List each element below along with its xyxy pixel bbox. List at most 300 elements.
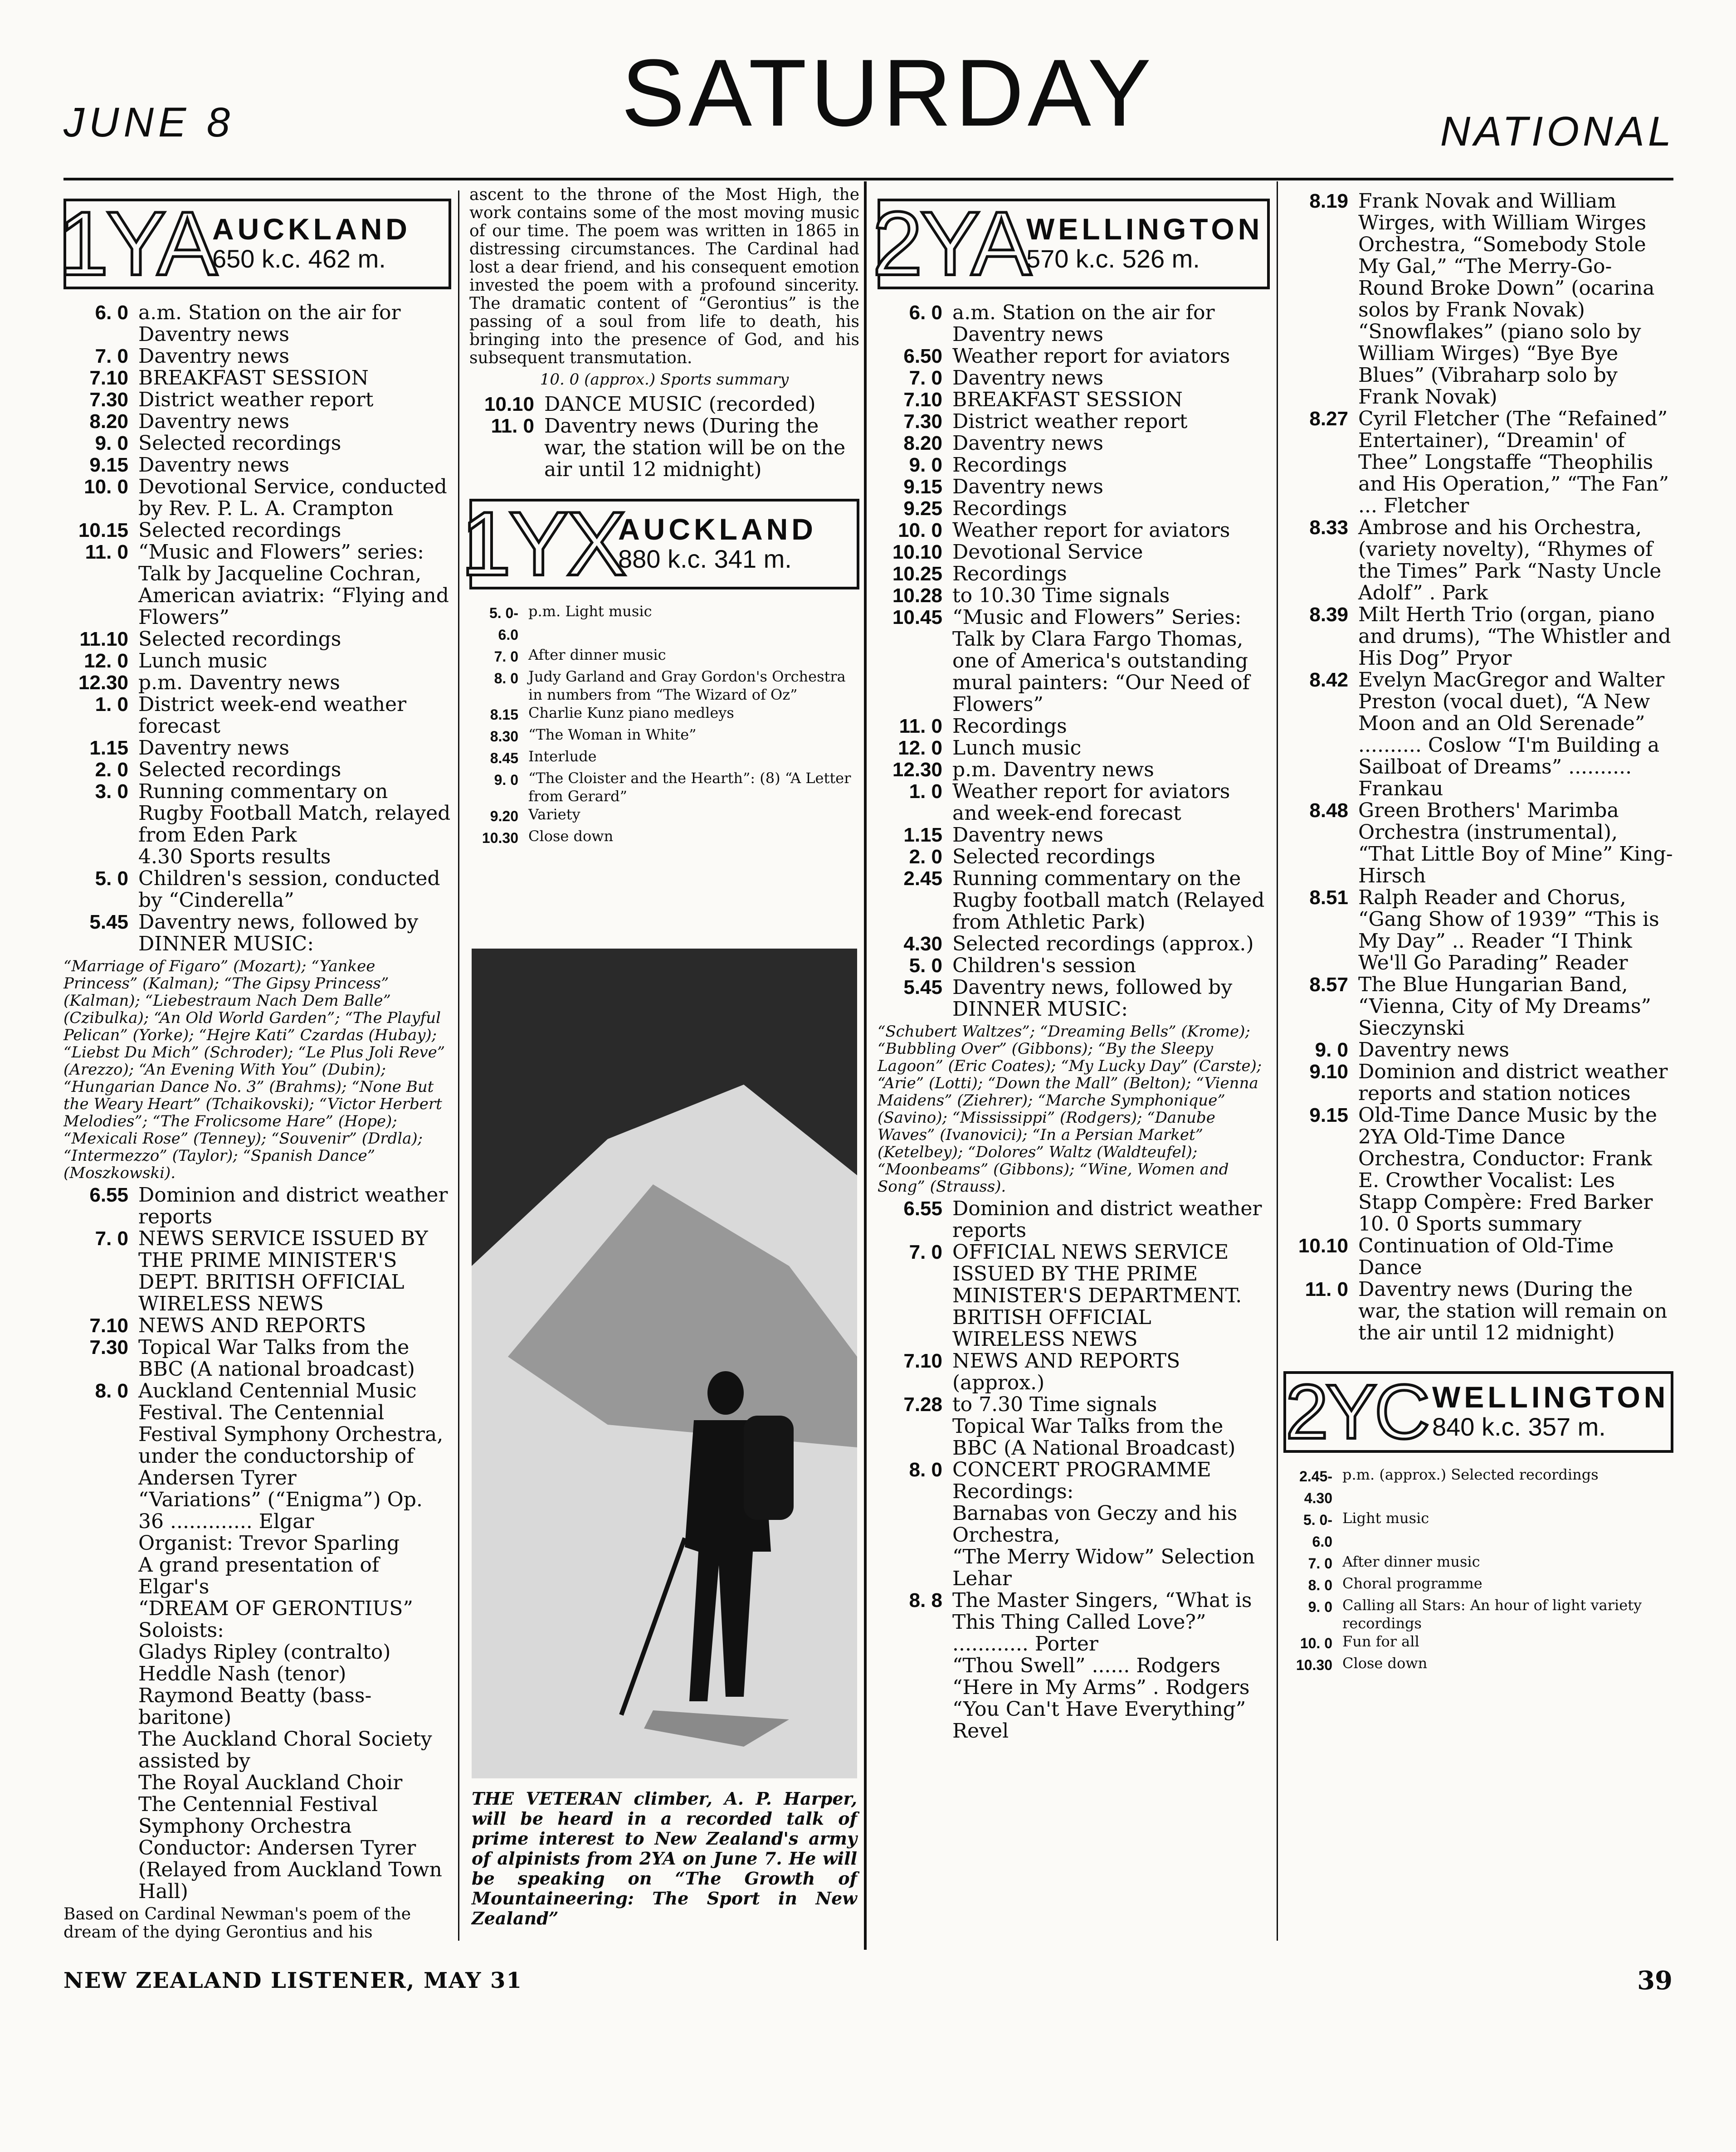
programme-title: Selected recordings xyxy=(952,845,1156,868)
programme-title: Auckland Centennial Music Festival. The Centennial Festival Symphony Orchestra, under the conductorship of Andersen Tyrer xyxy=(138,1379,444,1490)
programme-entry xyxy=(1283,1279,1673,1344)
programme-entry xyxy=(63,781,451,846)
programme-entry xyxy=(469,747,859,769)
programme-time: 7.10 xyxy=(89,1315,128,1337)
programme-entry xyxy=(1283,1466,1673,1509)
programme-time: 8.39 xyxy=(1309,604,1348,626)
programme-time: 11. 0 xyxy=(491,415,534,437)
programme-title: Topical War Talks from the BBC (A National Broadcast) xyxy=(952,1415,1236,1460)
programme-time: 8. 8 xyxy=(909,1589,942,1612)
programme-entry xyxy=(63,1184,451,1228)
programme-time: 7.10 xyxy=(89,367,128,389)
programme-entry xyxy=(469,704,859,725)
programme-time: 12. 0 xyxy=(84,650,128,672)
programme-time xyxy=(878,1699,952,1742)
programme-title: Calling all Stars: An hour of light variety recordings xyxy=(1342,1597,1642,1632)
programme-entry xyxy=(63,411,451,433)
programme-entry xyxy=(469,769,859,805)
programme-entry xyxy=(1283,1553,1673,1574)
station-mark: 2YC xyxy=(1285,1369,1428,1455)
programme-time: 8.42 xyxy=(1309,669,1348,691)
programme-time: 8.48 xyxy=(1309,799,1348,822)
programme-title: OFFICIAL NEWS SERVICE ISSUED BY THE PRIME MINISTER'S DEPARTMENT. BRITISH OFFICIAL WIRELESS NEWS xyxy=(952,1241,1242,1351)
programme-entry xyxy=(1283,669,1673,800)
station-city: WELLINGTON xyxy=(1026,212,1263,246)
programme-title: “Here in My Arms” . Rodgers xyxy=(952,1676,1250,1699)
programme-entry xyxy=(469,805,859,827)
programme-title: Dominion and district weather reports xyxy=(952,1197,1262,1242)
programme-entry xyxy=(63,389,451,411)
programme-time: 7. 0 xyxy=(494,648,518,665)
programme-title: Daventry news xyxy=(1358,1038,1509,1061)
programme-title: After dinner music xyxy=(528,646,666,663)
programme-title: Daventry news xyxy=(138,736,289,760)
programme-entry xyxy=(878,1699,1270,1742)
dinner-music-list: “Marriage of Figaro” (Mozart); “Yankee Princess” (Kalman); “The Gipsy Princess” (Kalman); “Liebestraum Nach Dem Balle” (Czibulka); “An Old World Garden”; “The Playful Pelican” (Yorke); “Hejre Kati” Czardas (Hubay); “Liebst Du Mich” (Schroder); “Le Plus Joli Reve” (Arezzo); “An Evening With You” (Dubin); “Hungarian Dance No. 3” (Brahms); “None But the Weary Heart” (Tchaikovski); “Victor Herbert Melodies”; “The Frolicsome Hare” (Hope); “Mexicali Rose” (Tenney); “Souvenir” (Drdla); “Intermezzo” (Taylor); “Spanish Dance” (Moszkowski). xyxy=(63,957,445,1182)
concert-line: Conductor: Andersen Tyrer xyxy=(138,1836,416,1860)
programme-entry xyxy=(63,520,451,541)
programme-title: a.m. Station on the air for Daventry news xyxy=(952,301,1215,346)
programme-list xyxy=(63,1184,451,1489)
programme-title: “Music and Flowers” series: Talk by Jacqueline Cochran, American aviatrix: “Flying and Flowers” xyxy=(138,540,449,629)
programme-title: Lunch music xyxy=(138,649,268,672)
programme-time: 10.28 xyxy=(892,584,942,607)
programme-list xyxy=(878,1198,1270,1481)
programme-time: 6.50 xyxy=(903,345,942,367)
concert-line: (Relayed from Auckland Town Hall) xyxy=(138,1858,442,1903)
station-city: WELLINGTON xyxy=(1432,1380,1669,1414)
programme-entry xyxy=(63,650,451,672)
programme-entry xyxy=(878,1590,1270,1655)
programme-entry xyxy=(469,602,859,646)
programme-time: 8.51 xyxy=(1309,886,1348,909)
programme-entry xyxy=(878,433,1270,454)
programme-title: p.m. Light music xyxy=(528,603,652,620)
programme-title: 4.30 Sports results xyxy=(138,845,331,868)
climber-image xyxy=(472,949,857,1778)
programme-entry xyxy=(469,394,859,415)
programme-entry xyxy=(63,476,451,520)
programme-time: 2. 0 xyxy=(95,759,128,781)
programme-entry xyxy=(878,1350,1270,1394)
station-city: AUCKLAND xyxy=(618,512,817,546)
programme-entry xyxy=(63,868,451,911)
programme-title: Daventry news xyxy=(952,366,1103,390)
station-mark: 2YA xyxy=(872,193,1029,294)
programme-entry xyxy=(878,389,1270,411)
programme-time: 7. 0 xyxy=(1308,1555,1332,1572)
programme-time: 9. 0 xyxy=(494,772,518,788)
programme-entry xyxy=(1283,517,1673,604)
programme-time: 12.30 xyxy=(78,672,128,694)
programme-title: Ambrose and his Orchestra, (variety novelty), “Rhymes of the Times” Park “Nasty Uncle Adolf” . Park xyxy=(1358,516,1662,604)
concert-line: Soloists: xyxy=(138,1619,224,1642)
programme-title: Recordings xyxy=(952,497,1067,520)
programme-entry xyxy=(63,628,451,650)
programme-time: 6. 0 xyxy=(95,302,128,324)
concert-line: Heddle Nash (tenor) xyxy=(138,1662,346,1685)
programme-time: 2.45-4.30 xyxy=(1299,1468,1332,1506)
programme-title: Devotional Service xyxy=(952,540,1143,564)
programme-title: Weather report for aviators xyxy=(952,345,1230,368)
programme-time: 10.10 xyxy=(892,541,942,563)
concert-line: The Royal Auckland Choir xyxy=(138,1771,403,1794)
programme-entry xyxy=(878,1677,1270,1699)
programme-entry xyxy=(63,846,451,868)
programme-entry xyxy=(63,911,451,955)
programme-time: 11. 0 xyxy=(899,715,942,737)
programme-time: 10.10 xyxy=(484,393,534,415)
programme-time: 8. 0 xyxy=(95,1380,128,1402)
programme-time: 8.33 xyxy=(1309,516,1348,539)
programme-entry xyxy=(878,1198,1270,1242)
programme-time: 9.15 xyxy=(903,476,942,498)
programme-time: 11. 0 xyxy=(85,541,128,563)
programme-entry xyxy=(1283,408,1673,517)
programme-time: 10.30 xyxy=(482,830,518,846)
programme-time: 7.28 xyxy=(903,1393,942,1416)
programme-entry xyxy=(63,759,451,781)
programme-time: 9.25 xyxy=(903,497,942,520)
programme-title: Choral programme xyxy=(1342,1575,1482,1592)
station-frequency: 840 k.c. 357 m. xyxy=(1432,1412,1606,1441)
concert-line: The Centennial Festival Symphony Orchestra xyxy=(138,1793,378,1838)
programme-time: 7. 0 xyxy=(95,345,128,367)
programme-entry xyxy=(1283,1105,1673,1213)
programme-entry xyxy=(878,563,1270,585)
programme-entry xyxy=(469,667,859,704)
publication-footer: NEW ZEALAND LISTENER, MAY 31 xyxy=(63,1968,522,1993)
programme-time: 5. 0-6.0 xyxy=(489,605,518,643)
programme-title: Recordings xyxy=(952,562,1067,585)
programme-title: Selected recordings xyxy=(138,628,341,651)
programme-time: 2.45 xyxy=(903,867,942,890)
concert-line: Gladys Ripley (contralto) xyxy=(138,1641,391,1664)
programme-title: Daventry news (During the war, the station will be on the air until 12 midnight) xyxy=(544,414,846,481)
programme-title: p.m. Daventry news xyxy=(138,671,340,694)
programme-title: Children's session xyxy=(952,954,1136,977)
programme-title: Lunch music xyxy=(952,736,1082,760)
programme-entry xyxy=(878,520,1270,541)
concert-line: Organist: Trevor Sparling xyxy=(138,1532,400,1555)
programme-title: NEWS AND REPORTS (approx.) xyxy=(952,1349,1180,1394)
programme-time: 3. 0 xyxy=(95,780,128,803)
programme-time: 8.45 xyxy=(490,750,518,766)
programme-title: Continuation of Old-Time Dance xyxy=(1358,1234,1614,1279)
programme-title: Frank Novak and William Wirges, with William Wirges Orchestra, “Somebody Stole My Gal,” “The Merry-Go-Round Broke Down” (ocarina solos by Frank Novak) “Snowflakes” (piano solo by William Wirges) “Bye Bye Blues” (Vibraharp solo by Frank Novak) xyxy=(1358,190,1655,409)
programme-title: Daventry news xyxy=(952,432,1103,455)
programme-time: 4.30 xyxy=(903,933,942,955)
programme-title: CONCERT PROGRAMME xyxy=(952,1458,1211,1481)
programme-list xyxy=(878,302,1270,1020)
programme-time: 7. 0 xyxy=(909,367,942,389)
programme-time: 5. 0 xyxy=(909,954,942,977)
concert-line: Barnabas von Geczy and his Orchestra, xyxy=(952,1502,1238,1547)
column-4 xyxy=(1283,190,1673,1676)
programme-time: 5. 0 xyxy=(95,867,128,890)
programme-time: 10.15 xyxy=(78,519,128,541)
page-number: 39 xyxy=(1637,1966,1673,1996)
concert-line: Lehar xyxy=(952,1567,1012,1590)
programme-title: 10. 0 Sports summary xyxy=(1358,1212,1582,1236)
programme-title: BREAKFAST SESSION xyxy=(138,366,369,390)
programme-title: Milt Herth Trio (organ, piano and drums), “The Whistler and His Dog” Pryor xyxy=(1358,603,1671,670)
programme-time xyxy=(1283,1213,1358,1235)
programme-entry xyxy=(1283,1039,1673,1061)
station-frequency: 570 k.c. 526 m. xyxy=(1026,244,1200,273)
programme-time: 2. 0 xyxy=(909,846,942,868)
header-rule xyxy=(63,178,1673,180)
programme-title: Daventry news (During the war, the station will remain on the air until 12 midnight) xyxy=(1358,1278,1668,1344)
programme-title: Light music xyxy=(1342,1509,1429,1527)
programme-time: 10. 0 xyxy=(84,476,128,498)
programme-time: 9.15 xyxy=(1309,1104,1348,1126)
column-1yA xyxy=(58,186,451,1942)
programme-entry xyxy=(878,824,1270,846)
programme-time: 8.57 xyxy=(1309,974,1348,996)
station-logo-2yc xyxy=(1283,1371,1673,1453)
concert-line: “Variations” (“Enigma”) Op. 36 ............. Elgar xyxy=(138,1488,423,1533)
footnote: Based on Cardinal Newman's poem of the dream of the dying Gerontius and his xyxy=(63,1905,411,1942)
programme-entry xyxy=(63,541,451,628)
programme-time: 10.45 xyxy=(892,606,942,628)
programme-entry xyxy=(63,672,451,694)
programme-entry xyxy=(469,415,859,481)
programme-title: Daventry news xyxy=(138,345,289,368)
programme-entry xyxy=(63,346,451,367)
programme-entry xyxy=(878,716,1270,737)
programme-entry xyxy=(878,302,1270,346)
programme-title: Close down xyxy=(1342,1655,1428,1672)
column-divider xyxy=(1277,181,1278,1941)
programme-entry xyxy=(878,933,1270,955)
programme-title: Children's session, conducted by “Cinderella” xyxy=(138,867,440,912)
column-divider xyxy=(864,181,867,1950)
programme-time: 6.55 xyxy=(89,1184,128,1206)
programme-title: “The Cloister and the Hearth”: (8) “A Letter from Gerard” xyxy=(528,769,851,805)
programme-title: After dinner music xyxy=(1342,1553,1480,1570)
concert-line: Recordings: xyxy=(952,1480,1074,1503)
programme-time: 5. 0-6.0 xyxy=(1303,1512,1332,1550)
station-mark: 1YA xyxy=(58,193,215,294)
programme-entry xyxy=(878,411,1270,433)
programme-entry xyxy=(878,868,1270,933)
programme-title: Daventry news xyxy=(952,823,1103,847)
programme-title: The Master Singers, “What is This Thing Called Love?” ............ Porter xyxy=(952,1589,1252,1655)
programme-entry xyxy=(878,955,1270,977)
programme-entry xyxy=(1283,1596,1673,1632)
page-title: SATURDAY xyxy=(621,39,1155,146)
programme-title: a.m. Station on the air for Daventry news xyxy=(138,301,401,346)
programme-entry xyxy=(878,1416,1270,1459)
concert-details xyxy=(63,1489,451,1903)
programme-time: 9.15 xyxy=(89,454,128,476)
programme-time: 8. 0 xyxy=(1308,1577,1332,1593)
dinner-music-list: “Schubert Waltzes”; “Dreaming Bells” (Krome); “Bubbling Over” (Gibbons); “By the Sleepy Lagoon” (Eric Coates); “My Lucky Day” (Carste); “Arie” (Lotti); “Down the Mall” (Belton); “Vienna Maidens” (Ziehrer); “Marche Symphonique” (Savino); “Mississippi” (Rodgers); “Danube Waves” (Ivanovici); “In a Persian Market” (Ketelbey); “Dolores” Waltz (Waldteufel); “Moonbeams” (Gibbons); “Wine, Women and Song” (Strauss). xyxy=(878,1022,1262,1196)
station-mark: 1YX xyxy=(460,493,624,594)
column-divider xyxy=(458,190,459,1941)
programme-time xyxy=(878,1655,952,1677)
programme-entry xyxy=(1283,974,1673,1039)
programme-entry xyxy=(878,541,1270,563)
programme-title: Dominion and district weather reports and station notices xyxy=(1358,1060,1668,1105)
programme-title: Weather report for aviators and week-end forecast xyxy=(952,780,1230,825)
programme-title: Selected recordings xyxy=(138,758,341,781)
programme-title: Close down xyxy=(528,828,614,845)
programme-title: Variety xyxy=(528,806,580,823)
programme-time xyxy=(63,846,138,868)
programme-entry xyxy=(469,827,859,849)
programme-title: Daventry news, followed by DINNER MUSIC: xyxy=(138,910,419,955)
programme-title: Recordings xyxy=(952,453,1067,477)
programme-title: Running commentary on Rugby Football Match, relayed from Eden Park xyxy=(138,780,451,847)
programme-entry xyxy=(878,781,1270,824)
programme-time: 8. 0 xyxy=(909,1459,942,1481)
programme-title: “The Woman in White” xyxy=(528,726,697,743)
station-logo-1ya xyxy=(58,193,451,294)
programme-entry xyxy=(878,454,1270,476)
programme-time: 1.15 xyxy=(903,824,942,846)
programme-title: Weather report for aviators xyxy=(952,519,1230,542)
programme-entry xyxy=(1283,604,1673,669)
programme-entry xyxy=(878,977,1270,1020)
programme-title: Daventry news, followed by DINNER MUSIC: xyxy=(952,976,1233,1021)
programme-time: 9. 0 xyxy=(909,454,942,476)
programme-entry xyxy=(878,476,1270,498)
programme-time: 12.30 xyxy=(892,759,942,781)
programme-entry xyxy=(878,759,1270,781)
column-2 xyxy=(460,185,859,849)
programme-entry xyxy=(1283,887,1673,974)
programme-entry xyxy=(63,737,451,759)
programme-title: The Blue Hungarian Band, “Vienna, City of My Dreams” Sieczynski xyxy=(1358,973,1652,1040)
programme-title: Daventry news xyxy=(952,475,1103,498)
programme-title: Daventry news xyxy=(138,410,289,433)
programme-title: Judy Garland and Gray Gordon's Orchestra in numbers from “The Wizard of Oz” xyxy=(528,668,846,703)
programme-entry xyxy=(878,585,1270,607)
programme-entry xyxy=(878,1394,1270,1416)
programme-title: p.m. (approx.) Selected recordings xyxy=(1342,1466,1599,1483)
programme-title: District week-end weather forecast xyxy=(138,693,407,738)
programme-title: p.m. Daventry news xyxy=(952,758,1154,781)
programme-time: 8.19 xyxy=(1309,190,1348,212)
programme-time: 7.30 xyxy=(89,389,128,411)
programme-entry xyxy=(878,346,1270,367)
programme-list xyxy=(878,1590,1270,1742)
programme-title: Ralph Reader and Chorus, “Gang Show of 1939” “This is My Day” .. Reader “I Think We'll Go Parading” Reader xyxy=(1358,886,1659,974)
concert-line: The Auckland Choral Society assisted by xyxy=(138,1728,432,1772)
programme-entry xyxy=(878,498,1270,520)
programme-entry xyxy=(63,694,451,737)
programme-list xyxy=(469,394,859,481)
programme-title: Devotional Service, conducted by Rev. P. L. A. Crampton xyxy=(138,475,447,520)
station-city: AUCKLAND xyxy=(212,212,411,246)
programme-time: 8.20 xyxy=(89,410,128,433)
programme-time: 10.30 xyxy=(1296,1657,1332,1673)
programme-time: 10.10 xyxy=(1298,1235,1348,1257)
programme-list xyxy=(1283,1466,1673,1676)
programme-entry xyxy=(63,1337,451,1380)
programme-entry xyxy=(1283,1213,1673,1235)
programme-entry xyxy=(1283,1235,1673,1279)
programme-title: to 10.30 Time signals xyxy=(952,584,1170,607)
programme-title: “Music and Flowers” Series: Talk by Clara Fargo Thomas, one of America's outstanding mural painters: “Our Need of Flowers” xyxy=(952,606,1250,716)
programme-time: 10. 0 xyxy=(1300,1635,1332,1651)
programme-time: 7.30 xyxy=(89,1336,128,1358)
programme-title: Daventry news xyxy=(138,453,289,477)
programme-time: 9.20 xyxy=(490,808,518,824)
programme-time: 1.15 xyxy=(89,737,128,759)
sports-summary: 10. 0 (approx.) Sports summary xyxy=(540,370,789,389)
programme-time: 10.25 xyxy=(892,563,942,585)
gerontius-note: ascent to the throne of the Most High, the work contains some of the most moving music of our time. The poem was written in 1865 in distressing circumstances. The Cardinal had lost a dear friend, and his consequent emotion invested the poem with a profound sincerity. The dramatic content of “Gerontius” is the passing of a soul from life to death, his bringing into the presence of God, and his subsequent transmutation. xyxy=(469,185,859,367)
programme-entry xyxy=(878,607,1270,716)
programme-entry xyxy=(63,302,451,346)
programme-time: 9. 0 xyxy=(1315,1039,1348,1061)
programme-title: “Thou Swell” ...... Rodgers xyxy=(952,1654,1220,1677)
programme-list xyxy=(1283,190,1673,1344)
programme-entry xyxy=(1283,190,1673,408)
programme-entry xyxy=(878,367,1270,389)
programme-time: 8.27 xyxy=(1309,408,1348,430)
programme-time: 8. 0 xyxy=(494,670,518,686)
programme-time: 9.10 xyxy=(1309,1061,1348,1083)
programme-entry xyxy=(1283,1632,1673,1654)
programme-title: District weather report xyxy=(952,410,1188,433)
programme-time: 1. 0 xyxy=(909,780,942,803)
concert-details xyxy=(878,1481,1270,1590)
programme-title: “You Can't Have Everything” Revel xyxy=(952,1698,1246,1743)
programme-title: Evelyn MacGregor and Walter Preston (vocal duet), “A New Moon and an Old Serenade” .......... Coslow “I'm Building a Sailboat of Dreams” .......... Frankau xyxy=(1358,668,1665,800)
programme-title: Cyril Fletcher (The “Refained” Entertainer), “Dreamin' of Thee” Longstaffe “Theophilis and His Operation,” “The Fan” ... Fletcher xyxy=(1358,407,1669,517)
programme-entry xyxy=(1283,1574,1673,1596)
programme-time: 1. 0 xyxy=(95,693,128,716)
programme-title: BREAKFAST SESSION xyxy=(952,388,1183,411)
programme-entry xyxy=(1283,800,1673,887)
programme-time: 5.45 xyxy=(903,976,942,998)
programme-time: 10. 0 xyxy=(898,519,942,541)
programme-time xyxy=(878,1416,952,1459)
programme-entry xyxy=(878,1655,1270,1677)
programme-title: NEWS AND REPORTS xyxy=(138,1314,366,1337)
photo-caption: THE VETERAN climber, A. P. Harper, will be heard in a recorded talk of prime interest to New Zealand's army of alpinists from 2YA on June 7. He will be speaking on “The Growth of Mountaineering: The Sport in New Zealand” xyxy=(472,1788,857,1928)
programme-time: 7. 0 xyxy=(95,1227,128,1250)
programme-time: 8.15 xyxy=(490,706,518,723)
programme-title: NEWS SERVICE ISSUED BY THE PRIME MINISTER'S DEPT. BRITISH OFFICIAL WIRELESS NEWS xyxy=(138,1227,428,1315)
programme-time: 7. 0 xyxy=(909,1241,942,1263)
concert-line: A grand presentation of Elgar's xyxy=(138,1553,380,1598)
programme-time: 5.45 xyxy=(89,911,128,933)
column-2ya xyxy=(872,186,1270,1743)
programme-time: 7.10 xyxy=(903,1350,942,1372)
programme-entry xyxy=(469,646,859,667)
programme-title: to 7.30 Time signals xyxy=(952,1393,1157,1416)
programme-entry xyxy=(1283,1061,1673,1105)
programme-entry xyxy=(878,846,1270,868)
programme-time: 7.10 xyxy=(903,389,942,411)
programme-time: 11.10 xyxy=(79,628,128,650)
programme-entry xyxy=(878,737,1270,759)
programme-time: 11. 0 xyxy=(1305,1278,1348,1300)
programme-entry xyxy=(878,1242,1270,1350)
programme-time: 12. 0 xyxy=(898,737,942,759)
programme-title: Dominion and district weather reports xyxy=(138,1183,448,1228)
programme-entry xyxy=(63,1315,451,1337)
station-logo-1yx xyxy=(460,493,859,594)
programme-entry xyxy=(1283,1509,1673,1553)
programme-title: Selected recordings xyxy=(138,432,341,455)
programme-title: Green Brothers' Marimba Orchestra (instrumental), “That Little Boy of Mine” King-Hirsch xyxy=(1358,799,1673,887)
